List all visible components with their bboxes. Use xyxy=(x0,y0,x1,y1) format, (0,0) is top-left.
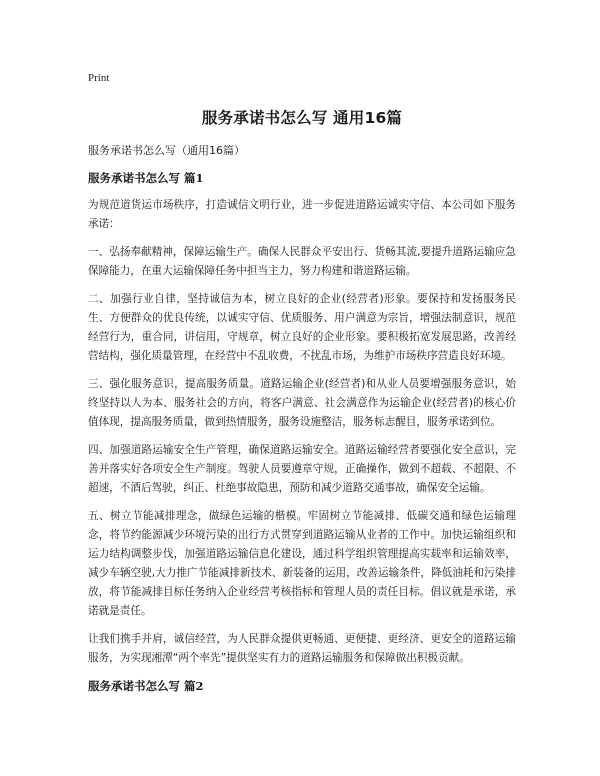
paragraph-closing: 让我们携手并肩，诚信经营，为人民群众提供更畅通、更便捷、更经济、更安全的道路运输服务，为实现湘潭“两个率先”提供坚实有力的道路运输服务和保障做出积极贡献。 xyxy=(88,633,516,664)
paragraph-3: 三、强化服务意识，提高服务质量。道路运输企业(经营者)和从业人员要增强服务意识，始终坚持以人为本、服务社会的方向，将客户满意、社会满意作为运输企业(经营者)的核心价值体现，提高服务质量，做到热情服务，服务设施整洁，服务标志醒目，服务承诺到位。 xyxy=(88,378,516,428)
paragraph-4: 四、加强道路运输安全生产管理，确保道路运输安全。道路运输经营者要强化安全意识，完善并落实好各项安全生产制度。驾驶人员要遵章守规，正确操作，做到不超载、不超限、不超速，不酒后驾驶，纠正、杜绝事故隐患，预防和减少道路交通事故，确保安全运输。 xyxy=(88,444,516,494)
section-heading-1: 服务承诺书怎么写 篇1 xyxy=(88,171,204,185)
paragraph-intro: 为规范道货运市场秩序，打造诚信文明行业，进一步促进道路运诚实守信、本公司如下服务承诺： xyxy=(88,199,516,230)
document-subtitle: 服务承诺书怎么写（通用16篇） xyxy=(88,144,245,157)
print-link[interactable]: Print xyxy=(88,72,110,84)
page-title: 服务承诺书怎么写 通用16篇 xyxy=(201,109,403,127)
document-page xyxy=(88,66,516,704)
paragraph-1: 一、弘扬奉献精神，保障运输生产。确保人民群众平安出行、货畅其流,要提升道路运输应急保障能力，在重大运输保障任务中担当主力，努力构建和谐道路运输。 xyxy=(88,246,516,277)
paragraph-5: 五、树立节能减排理念，做绿色运输的楷模。牢固树立节能减排、低碳交通和绿色运输理念，将节约能源减少环境污染的出行方式贯穿到道路运输从业者的工作中。加快运输组织和运力结构调整步伐，加强道路运输信息化建设，通过科学组织管理提高实载率和运输效率，减少车辆空驶,大力推广节能减排新技术、新装备的运用，改善运输条件，降低油耗和污染排放，将节能减排目标任务纳入企业经营考核指标和管理人员的责任目标。倡议就是承诺，承诺就是责任。 xyxy=(88,510,516,617)
section-heading-2: 服务承诺书怎么写 篇2 xyxy=(88,679,204,693)
paragraph-2: 二、加强行业自律，坚持诚信为本，树立良好的企业(经营者)形象。要保持和发扬服务民生、方便群众的优良传统，以诚实守信、优质服务、用户满意为宗旨，增强法制意识，规范经营行为，重合同，讲信用，守规章，树立良好的企业形象。要积极拓宽发展思路，改善经营结构，强化质量管理，在经营中不乱收费，不扰乱市场，为维护市场秩序营造良好环境。 xyxy=(88,293,516,362)
